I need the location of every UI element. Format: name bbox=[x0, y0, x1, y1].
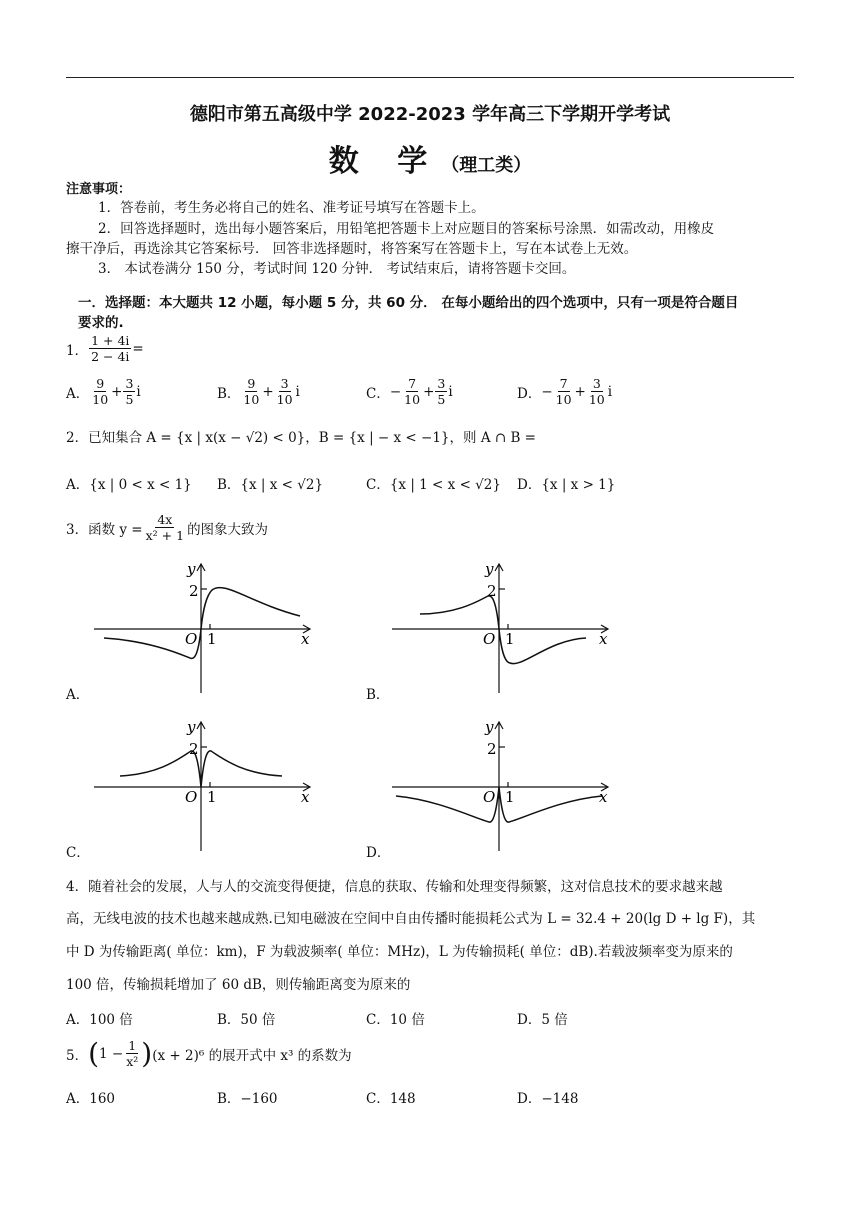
graph-x-label: x bbox=[301, 630, 310, 648]
option-label: D． bbox=[517, 477, 542, 493]
q1-denominator: 2 − 4i bbox=[91, 349, 130, 364]
option-label: D． bbox=[517, 385, 542, 402]
graph-x-label: x bbox=[599, 788, 608, 806]
question-4-line-3: 中 D 为传输距离( 单位：km)，F 为载波频率( 单位：MHz)，L 为传输损耗( 单位：dB).若载波频率变为原来的 bbox=[66, 944, 733, 960]
q5-paren-close: ) bbox=[141, 1036, 153, 1070]
fraction-denominator: 10 bbox=[276, 392, 293, 407]
option-label: D． bbox=[517, 1091, 542, 1107]
q5-numerator: 1 bbox=[128, 1038, 137, 1053]
option-label: B． bbox=[217, 477, 241, 493]
notice-item-1: 1．答卷前，考生务必将自己的姓名、准考证号填写在答题卡上。 bbox=[98, 200, 485, 216]
option-fraction-1 bbox=[241, 376, 261, 407]
q3-fraction bbox=[144, 512, 186, 543]
notice-heading: 注意事项： bbox=[66, 182, 132, 197]
graph-tick-1: 1 bbox=[505, 788, 515, 806]
option-value: 148 bbox=[389, 1091, 416, 1107]
q3-graph-b[interactable] bbox=[388, 558, 618, 698]
graph-axes bbox=[392, 722, 608, 851]
question-1 bbox=[66, 333, 144, 364]
exam-title: 德阳市第五高级中学 2022-2023 学年高三下学期开学考试 bbox=[189, 104, 671, 125]
option-label: A． bbox=[66, 1012, 90, 1028]
option-fraction-2 bbox=[587, 376, 607, 407]
option-value: 100 倍 bbox=[89, 1012, 133, 1028]
fraction-denominator: 10 bbox=[92, 392, 109, 407]
graph-tick-2: 2 bbox=[189, 582, 199, 600]
graph-origin: O bbox=[185, 788, 198, 806]
option-value: {x | x > 1} bbox=[541, 477, 616, 493]
option-value: 50 倍 bbox=[240, 1012, 276, 1028]
option-label: B． bbox=[217, 1091, 241, 1107]
subject-name: 数 学 bbox=[328, 144, 442, 179]
graph-axes bbox=[392, 564, 608, 693]
q1-number: 1． bbox=[66, 342, 89, 359]
graph-y-label: y bbox=[187, 718, 196, 736]
q1-option-a[interactable] bbox=[66, 376, 141, 407]
option-value: {x | x < √2} bbox=[240, 477, 324, 493]
fraction-numerator: 3 bbox=[280, 376, 289, 391]
q5-option-c[interactable] bbox=[366, 1089, 416, 1109]
graph-axes bbox=[94, 722, 310, 851]
q3-option-c[interactable]: C． bbox=[66, 845, 90, 861]
graph-tick-2: 2 bbox=[487, 740, 497, 758]
fraction-numerator: 3 bbox=[125, 376, 134, 391]
q4-option-d[interactable] bbox=[517, 1010, 568, 1030]
question-3 bbox=[66, 512, 268, 543]
fraction-numerator: 7 bbox=[408, 376, 417, 391]
graph-tick-1: 1 bbox=[207, 630, 217, 648]
q5-option-b[interactable] bbox=[217, 1089, 278, 1109]
graph-tick-2: 2 bbox=[487, 582, 497, 600]
q2-option-b[interactable] bbox=[217, 475, 323, 495]
graph-x-label: x bbox=[599, 630, 608, 648]
graph-y-label: y bbox=[485, 718, 494, 736]
option-imaginary-unit: i bbox=[607, 383, 613, 400]
q4-option-c[interactable] bbox=[366, 1010, 425, 1030]
graph-x-label: x bbox=[301, 788, 310, 806]
option-label: C． bbox=[366, 1012, 390, 1028]
option-value: {x | 1 < x < √2} bbox=[389, 477, 501, 493]
subject-title bbox=[0, 136, 860, 180]
fraction-denominator: 10 bbox=[588, 392, 605, 407]
fraction-denominator: 10 bbox=[243, 392, 260, 407]
option-label: C． bbox=[366, 1091, 390, 1107]
section1-heading: 一．选择题：本大题共 12 小题，每小题 5 分，共 60 分． 在每小题给出的四个选项中，只有一项是符合题目 bbox=[78, 295, 739, 311]
option-sign: − bbox=[389, 383, 402, 400]
q3-option-d[interactable]: D． bbox=[366, 845, 391, 861]
graph-tick-2: 2 bbox=[189, 740, 199, 758]
option-operator: + bbox=[574, 383, 586, 400]
option-operator: + bbox=[111, 383, 123, 400]
option-label: C． bbox=[366, 385, 390, 402]
q3-graph-c[interactable] bbox=[90, 716, 320, 856]
fraction-numerator: 7 bbox=[559, 376, 568, 391]
fraction-numerator: 3 bbox=[437, 376, 446, 391]
q1-option-b[interactable] bbox=[217, 376, 300, 407]
fraction-numerator: 3 bbox=[592, 376, 601, 391]
graph-y-label: y bbox=[187, 560, 196, 578]
question-4-line-2: 高，无线电波的技术也越来越成熟.已知电磁波在空间中自由传播时能损耗公式为 L = 32.4 + 20(lg D + lg F)，其 bbox=[66, 911, 756, 927]
q3-graph-a[interactable] bbox=[90, 558, 320, 698]
question-4-line-1: 4．随着社会的发展，人与人的交流变得便捷，信息的获取、传输和处理变得频繁，这对信息技术的要求越来越 bbox=[66, 879, 723, 895]
option-value: −160 bbox=[240, 1091, 278, 1107]
subject-note: （理工类） bbox=[441, 155, 532, 176]
q3-option-a[interactable]: A． bbox=[66, 687, 90, 703]
option-sign: − bbox=[541, 383, 553, 400]
q3-option-b[interactable]: B． bbox=[366, 687, 390, 703]
fraction-numerator: 9 bbox=[247, 376, 256, 391]
q5-denominator: x² bbox=[126, 1054, 139, 1069]
graph-y-label: y bbox=[485, 560, 494, 578]
option-operator: + bbox=[423, 383, 435, 400]
fraction-denominator: 5 bbox=[125, 392, 134, 407]
question-2: 2．已知集合 A = {x | x(x − √2) < 0}，B = {x | − x < −1}，则 A ∩ B = bbox=[66, 430, 536, 446]
q5-fraction bbox=[124, 1038, 140, 1069]
q5-paren-prefix: 1 − bbox=[99, 1045, 124, 1062]
option-fraction-1 bbox=[402, 376, 422, 407]
graph-curve bbox=[104, 588, 300, 659]
graph-tick-1: 1 bbox=[207, 788, 217, 806]
option-value: 10 倍 bbox=[389, 1012, 425, 1028]
graph-curve bbox=[420, 596, 586, 664]
option-label: B． bbox=[217, 385, 241, 402]
option-fraction-2 bbox=[275, 376, 295, 407]
option-fraction-1 bbox=[90, 376, 110, 407]
graph-tick-1: 1 bbox=[505, 630, 515, 648]
q1-option-c[interactable] bbox=[366, 376, 453, 407]
q1-fraction bbox=[89, 333, 131, 364]
question-4-line-4: 100 倍，传输损耗增加了 60 dB，则传输距离变为原来的 bbox=[66, 977, 411, 993]
q5-suffix: (x + 2)⁶ 的展开式中 x³ 的系数为 bbox=[152, 1047, 352, 1064]
option-imaginary-unit: i bbox=[295, 383, 300, 400]
option-label: C． bbox=[366, 477, 390, 493]
header-rule bbox=[66, 77, 794, 78]
notice-item-2: 2．回答选择题时，选出每小题答案后，用铅笔把答题卡上对应题目的答案标号涂黑．如需改动，用橡皮 bbox=[98, 221, 715, 237]
option-fraction-1 bbox=[554, 376, 574, 407]
fraction-denominator: 10 bbox=[404, 392, 421, 407]
q2-option-c[interactable] bbox=[366, 475, 501, 495]
notice-item-2-cont: 擦干净后，再选涂其它答案标号． 回答非选择题时，将答案写在答题卡上，写在本试卷上无效。 bbox=[66, 241, 638, 257]
option-fraction-2 bbox=[123, 376, 135, 407]
q2-option-a[interactable] bbox=[66, 475, 192, 495]
graph-origin: O bbox=[483, 630, 496, 648]
q3-suffix: 的图象大致为 bbox=[187, 521, 269, 538]
fraction-denominator: 10 bbox=[555, 392, 572, 407]
q1-option-d[interactable] bbox=[517, 376, 612, 407]
notice-item-3: 3． 本试卷满分 150 分，考试时间 120 分钟． 考试结束后，请将答题卡交回。 bbox=[98, 261, 576, 277]
option-fraction-2 bbox=[435, 376, 447, 407]
q5-option-a[interactable] bbox=[66, 1089, 115, 1109]
option-value: 5 倍 bbox=[541, 1012, 568, 1028]
graph-origin: O bbox=[483, 788, 496, 806]
option-operator: + bbox=[262, 383, 274, 400]
graph-origin: O bbox=[185, 630, 198, 648]
q3-numerator: 4x bbox=[157, 512, 173, 527]
fraction-numerator: 9 bbox=[96, 376, 105, 391]
option-value: 160 bbox=[89, 1091, 116, 1107]
q1-numerator: 1 + 4i bbox=[91, 333, 130, 348]
section1-heading-cont: 要求的. bbox=[78, 315, 124, 331]
graph-axes bbox=[94, 564, 310, 693]
q4-option-a[interactable] bbox=[66, 1010, 133, 1030]
q3-graph-d[interactable] bbox=[388, 716, 618, 856]
q5-paren-open: ( bbox=[88, 1036, 100, 1070]
option-label: A． bbox=[66, 1091, 90, 1107]
option-imaginary-unit: i bbox=[448, 383, 453, 400]
option-value: −148 bbox=[541, 1091, 579, 1107]
q1-equals: = bbox=[132, 340, 144, 357]
q3-denominator: x² + 1 bbox=[145, 528, 185, 543]
q3-prefix: 3．函数 y = bbox=[66, 521, 143, 538]
option-label: A． bbox=[66, 477, 90, 493]
option-imaginary-unit: i bbox=[136, 383, 141, 400]
q5-option-d[interactable] bbox=[517, 1089, 578, 1109]
fraction-denominator: 5 bbox=[437, 392, 446, 407]
option-label: D． bbox=[517, 1012, 542, 1028]
option-value: {x | 0 < x < 1} bbox=[89, 477, 192, 493]
option-label: A． bbox=[66, 385, 90, 402]
option-label: B． bbox=[217, 1012, 241, 1028]
q5-number: 5． bbox=[66, 1047, 89, 1064]
question-5 bbox=[66, 1038, 352, 1069]
q4-option-b[interactable] bbox=[217, 1010, 275, 1030]
q2-option-d[interactable] bbox=[517, 475, 615, 495]
